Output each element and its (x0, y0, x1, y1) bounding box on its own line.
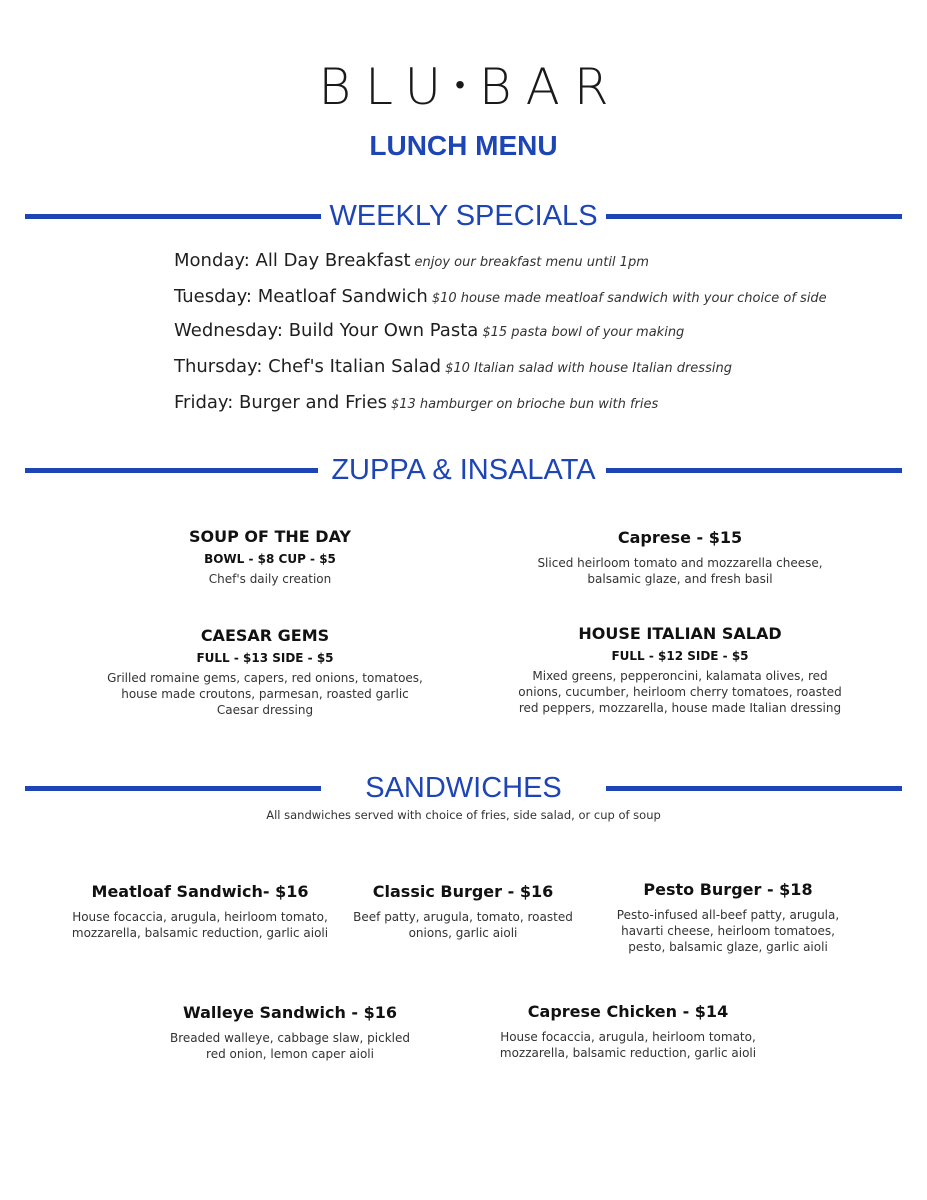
item-price: BOWL - $8 CUP - $5 (204, 552, 336, 566)
item-name: Pesto Burger - $18 (643, 880, 813, 899)
menu-item (105, 626, 425, 718)
special-desc: $10 Italian salad with house Italian dressing (445, 361, 732, 376)
special-item (174, 320, 684, 341)
special-name: Tuesday: Meatloaf Sandwich (174, 286, 428, 307)
section-header-sandwiches (0, 769, 927, 809)
divider-right (606, 786, 902, 791)
item-desc: Pesto-infused all-beef patty, arugula, havarti cheese, heirloom tomatoes, pesto, balsamic glaze, garlic aioli (616, 908, 840, 954)
special-name: Monday: All Day Breakfast (174, 250, 411, 271)
special-name: Wednesday: Build Your Own Pasta (174, 320, 479, 341)
item-desc: House focaccia, arugula, heirloom tomato, mozzarella, balsamic reduction, garlic aioli (499, 1030, 757, 1060)
special-item (174, 392, 658, 413)
item-desc: House focaccia, arugula, heirloom tomato, mozzarella, balsamic reduction, garlic aioli (71, 910, 329, 940)
menu-item (493, 1002, 763, 1061)
menu-subtitle: LUNCH MENU (369, 130, 558, 161)
item-desc: Breaded walleye, cabbage slaw, pickled red onion, lemon caper aioli (170, 1031, 410, 1061)
item-desc: Mixed greens, pepperoncini, kalamata olives, red onions, cucumber, heirloom cherry tomatoes, roasted red peppers, mozzarella, house made Italian dressing (518, 669, 842, 715)
menu-item (530, 528, 830, 587)
menu-item (603, 880, 853, 955)
item-desc: Beef patty, arugula, tomato, roasted onions, garlic aioli (353, 910, 573, 940)
section-title: WEEKLY SPECIALS (329, 200, 598, 232)
special-item (174, 286, 827, 307)
special-name: Thursday: Chef's Italian Salad (174, 356, 442, 377)
menu-item (348, 882, 578, 941)
section-header-weekly-specials (0, 197, 927, 237)
item-desc: Chef's daily creation (208, 572, 332, 586)
menu-item (60, 882, 340, 941)
brand-logo (0, 52, 927, 126)
special-item (174, 356, 732, 377)
item-name: HOUSE ITALIAN SALAD (578, 624, 782, 643)
sandwiches-note: All sandwiches served with choice of fries, side salad, or cup of soup (266, 808, 661, 822)
item-desc: Sliced heirloom tomato and mozzarella cheese, balsamic glaze, and fresh basil (537, 556, 823, 586)
item-name: Classic Burger - $16 (372, 882, 554, 901)
item-name: Meatloaf Sandwich- $16 (91, 882, 309, 901)
menu-item (120, 527, 420, 587)
special-desc: enjoy our breakfast menu until 1pm (414, 255, 649, 270)
divider-right (606, 468, 902, 473)
item-name: SOUP OF THE DAY (188, 527, 352, 546)
item-name: Caprese Chicken - $14 (527, 1002, 729, 1021)
section-header-zuppa (0, 451, 927, 491)
item-desc: Grilled romaine gems, capers, red onions, tomatoes, house made croutons, parmesan, roasted garlic Caesar dressing (107, 671, 423, 717)
special-desc: $13 hamburger on brioche bun with fries (390, 397, 659, 412)
item-price: FULL - $13 SIDE - $5 (196, 651, 334, 665)
brand-right: BAR (478, 58, 623, 116)
section-title: ZUPPA & INSALATA (331, 454, 596, 486)
section-title: SANDWICHES (365, 772, 562, 804)
brand-left: BLU (318, 58, 456, 116)
menu-item (515, 624, 845, 716)
brand-dot: • (455, 67, 479, 101)
item-name: Walleye Sandwich - $16 (182, 1003, 398, 1022)
special-item (174, 250, 649, 271)
divider-right (606, 214, 902, 219)
special-desc: $15 pasta bowl of your making (482, 325, 685, 340)
menu-item (170, 1003, 410, 1062)
item-price: FULL - $12 SIDE - $5 (611, 649, 749, 663)
special-desc: $10 house made meatloaf sandwich with your choice of side (431, 291, 827, 306)
item-name: CAESAR GEMS (200, 626, 330, 645)
item-name: Caprese - $15 (617, 528, 743, 547)
special-name: Friday: Burger and Fries (174, 392, 387, 413)
